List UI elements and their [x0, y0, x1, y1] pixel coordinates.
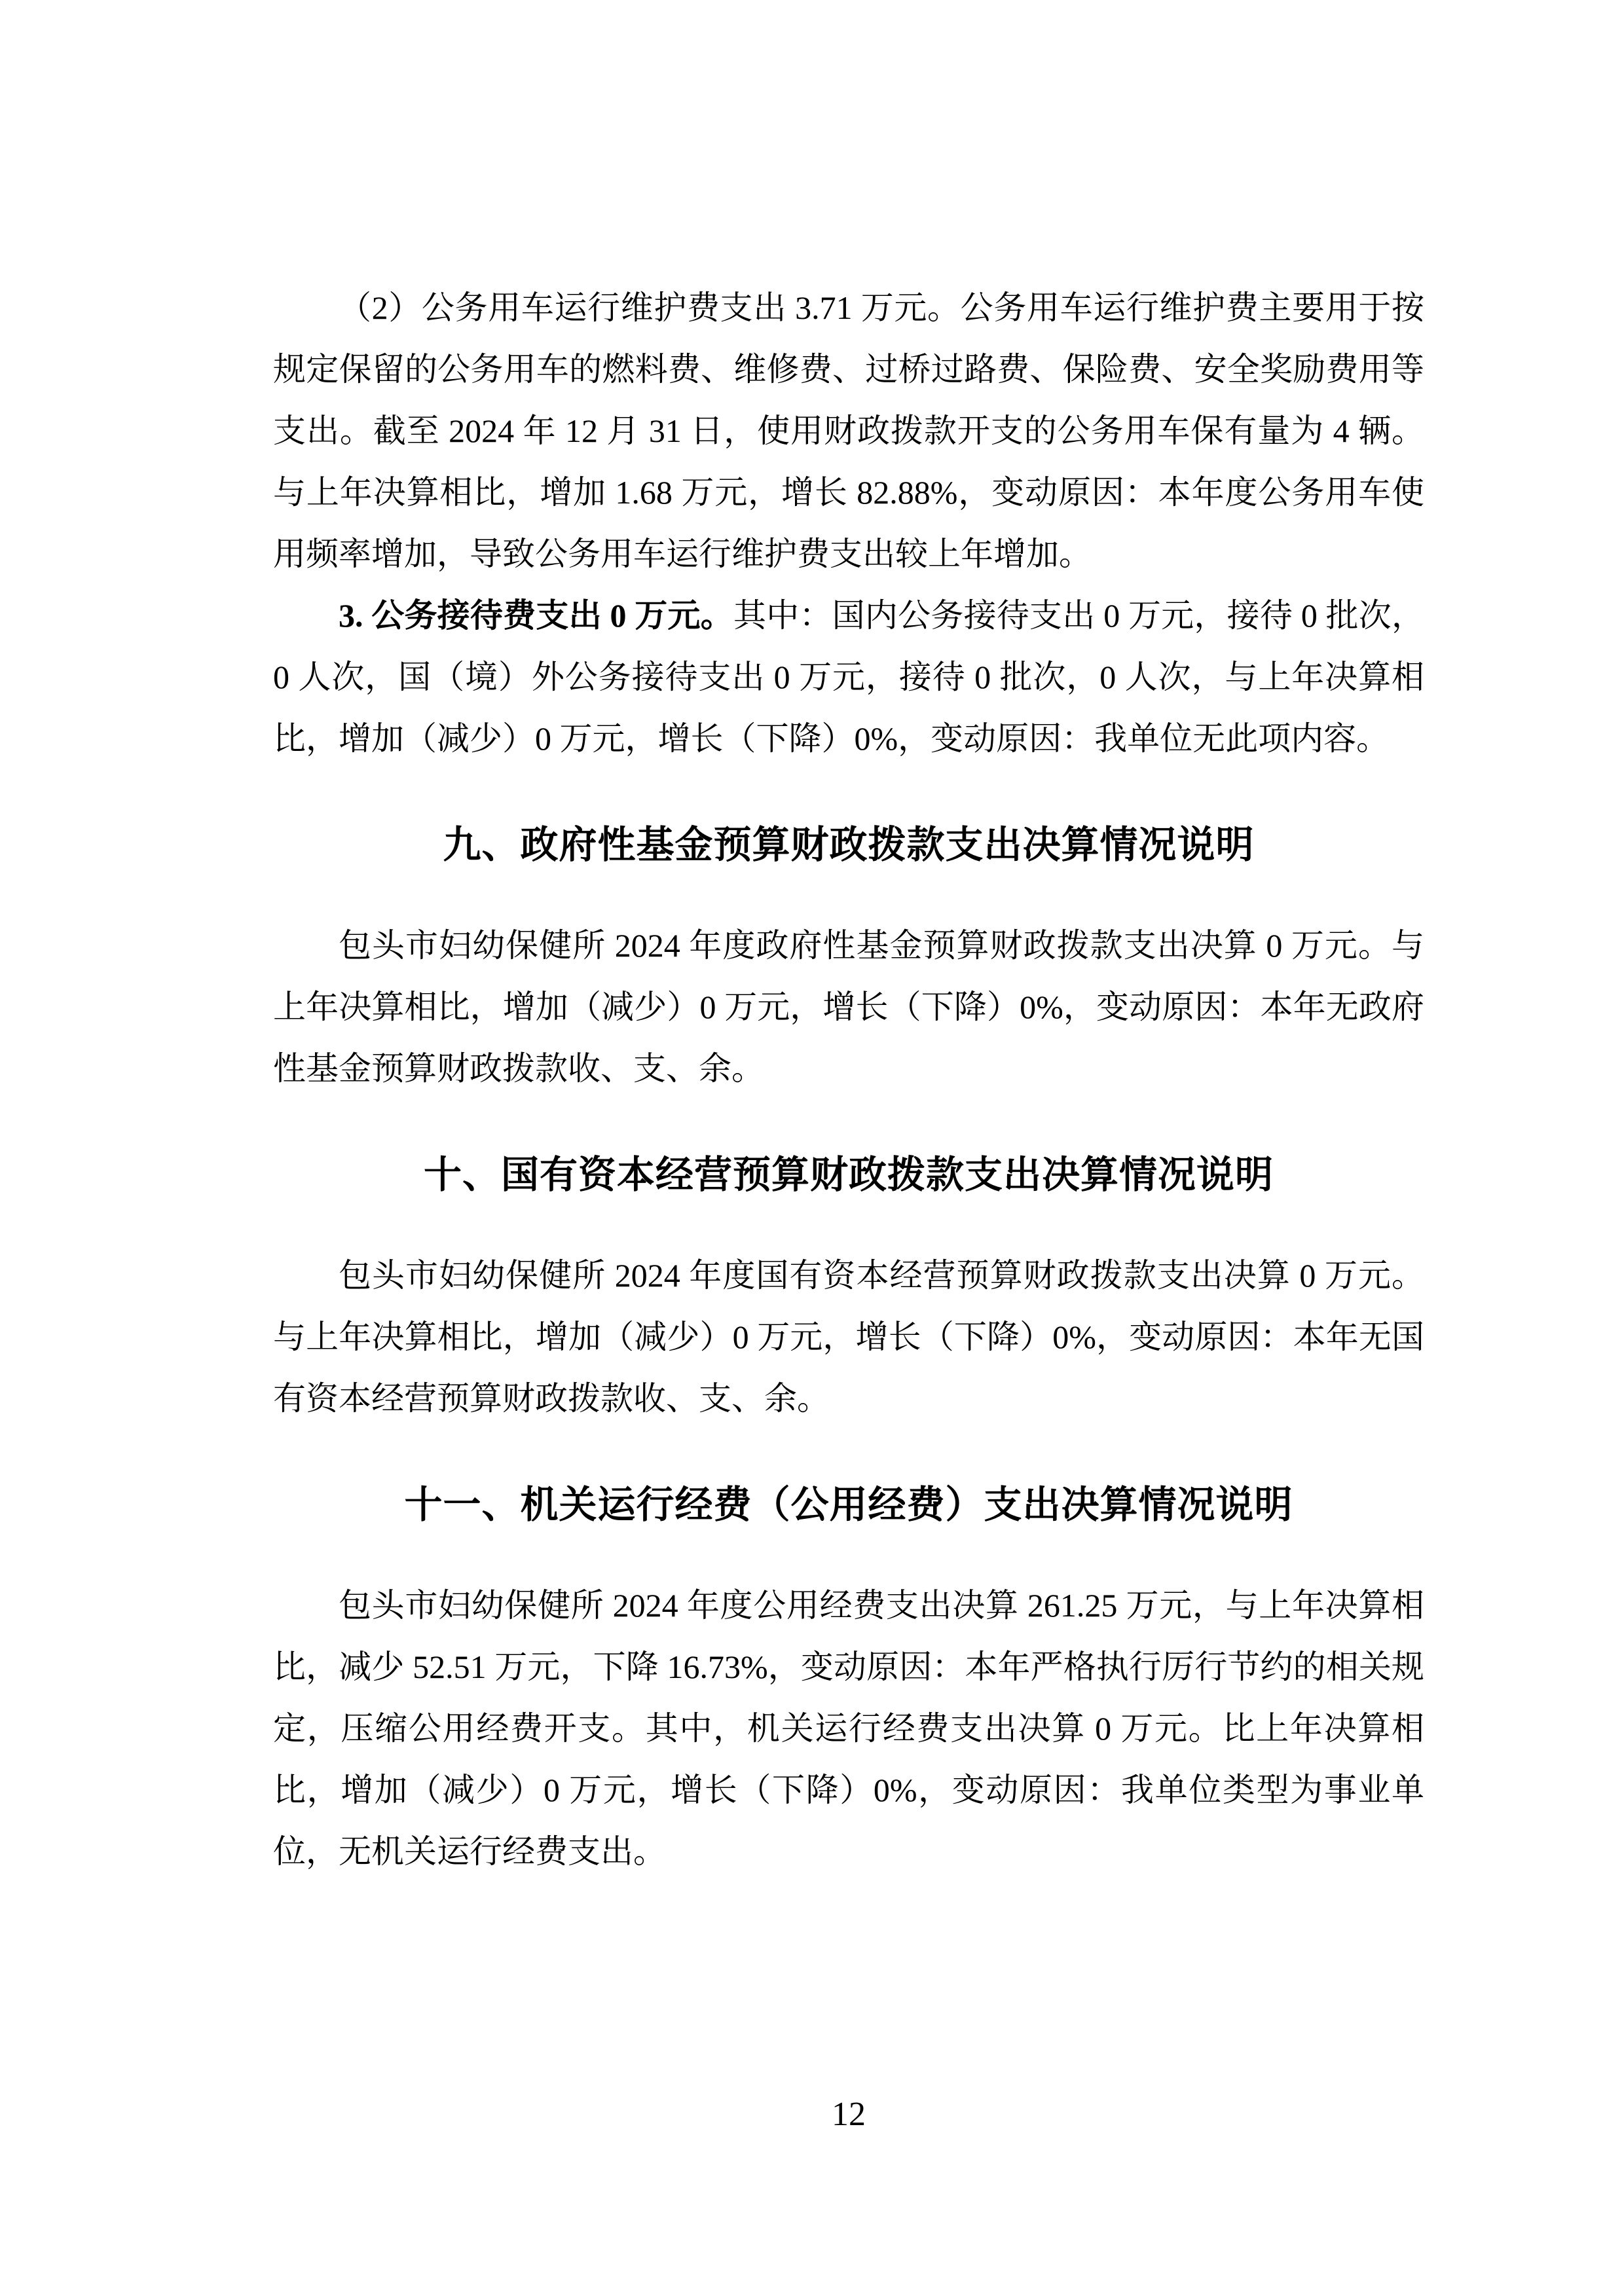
section-heading-11: 十一、机关运行经费（公用经费）支出决算情况说明 [404, 1484, 1293, 1526]
page-number: 12 [832, 2096, 866, 2133]
section-heading-9: 九、政府性基金预算财政拨款支出决算情况说明 [443, 824, 1255, 866]
section-paragraph-9: 包头市妇幼保健所 2024 年度政府性基金预算财政拨款支出决算 0 万元。与上年决算相比，增加（减少）0 万元，增长（下降）0%，变动原因：本年无政府性基金预算财政拨款收、支、余。 [273, 927, 1424, 1087]
section-paragraph-11: 包头市妇幼保健所 2024 年度公用经费支出决算 261.25 万元，与上年决算相比，减少 52.51 万元，下降 16.73%，变动原因：本年严格执行厉行节约的相关规定，压缩公用经费开支。其中，机关运行经费支出决算 0 万元。比上年决算相比，增加（减少）0 万元，增长（下降）0%，变动原因：我单位类型为事业单位，无机关运行经费支出。 [273, 1587, 1424, 1870]
section-paragraph-10: 包头市妇幼保健所 2024 年度国有资本经营预算财政拨款支出决算 0 万元。与上年决算相比，增加（减少）0 万元，增长（下降）0%，变动原因：本年无国有资本经营预算财政拨款收、支、余。 [273, 1257, 1424, 1417]
section-heading-10: 十、国有资本经营预算财政拨款支出决算情况说明 [423, 1154, 1274, 1196]
paragraph-official-reception [273, 585, 1424, 769]
reception-lead-bold-text: 3. 公务接待费支出 0 万元。 [339, 597, 733, 634]
document-body [273, 277, 1424, 1882]
reception-rest-text: 其中：国内公务接待支出 0 万元，接待 0 批次，0 人次，国（境）外公务接待支出 0 万元，接待 0 批次，0 人次，与上年决算相比，增加（减少）0 万元，增长（下降）0%，变动原因：我单位无此项内容。 [273, 597, 1425, 757]
paragraph-vehicle-maintenance: （2）公务用车运行维护费支出 3.71 万元。公务用车运行维护费主要用于按规定保留的公务用车的燃料费、维修费、过桥过路费、保险费、安全奖励费用等支出。截至 2024 年 12 月 31 日，使用财政拨款开支的公务用车保有量为 4 辆。与上年决算相比，增加 1.68 万元，增长 82.88%，变动原因：本年度公务用车使用频率增加，导致公务用车运行维护费支出较上年增加。 [273, 289, 1424, 572]
